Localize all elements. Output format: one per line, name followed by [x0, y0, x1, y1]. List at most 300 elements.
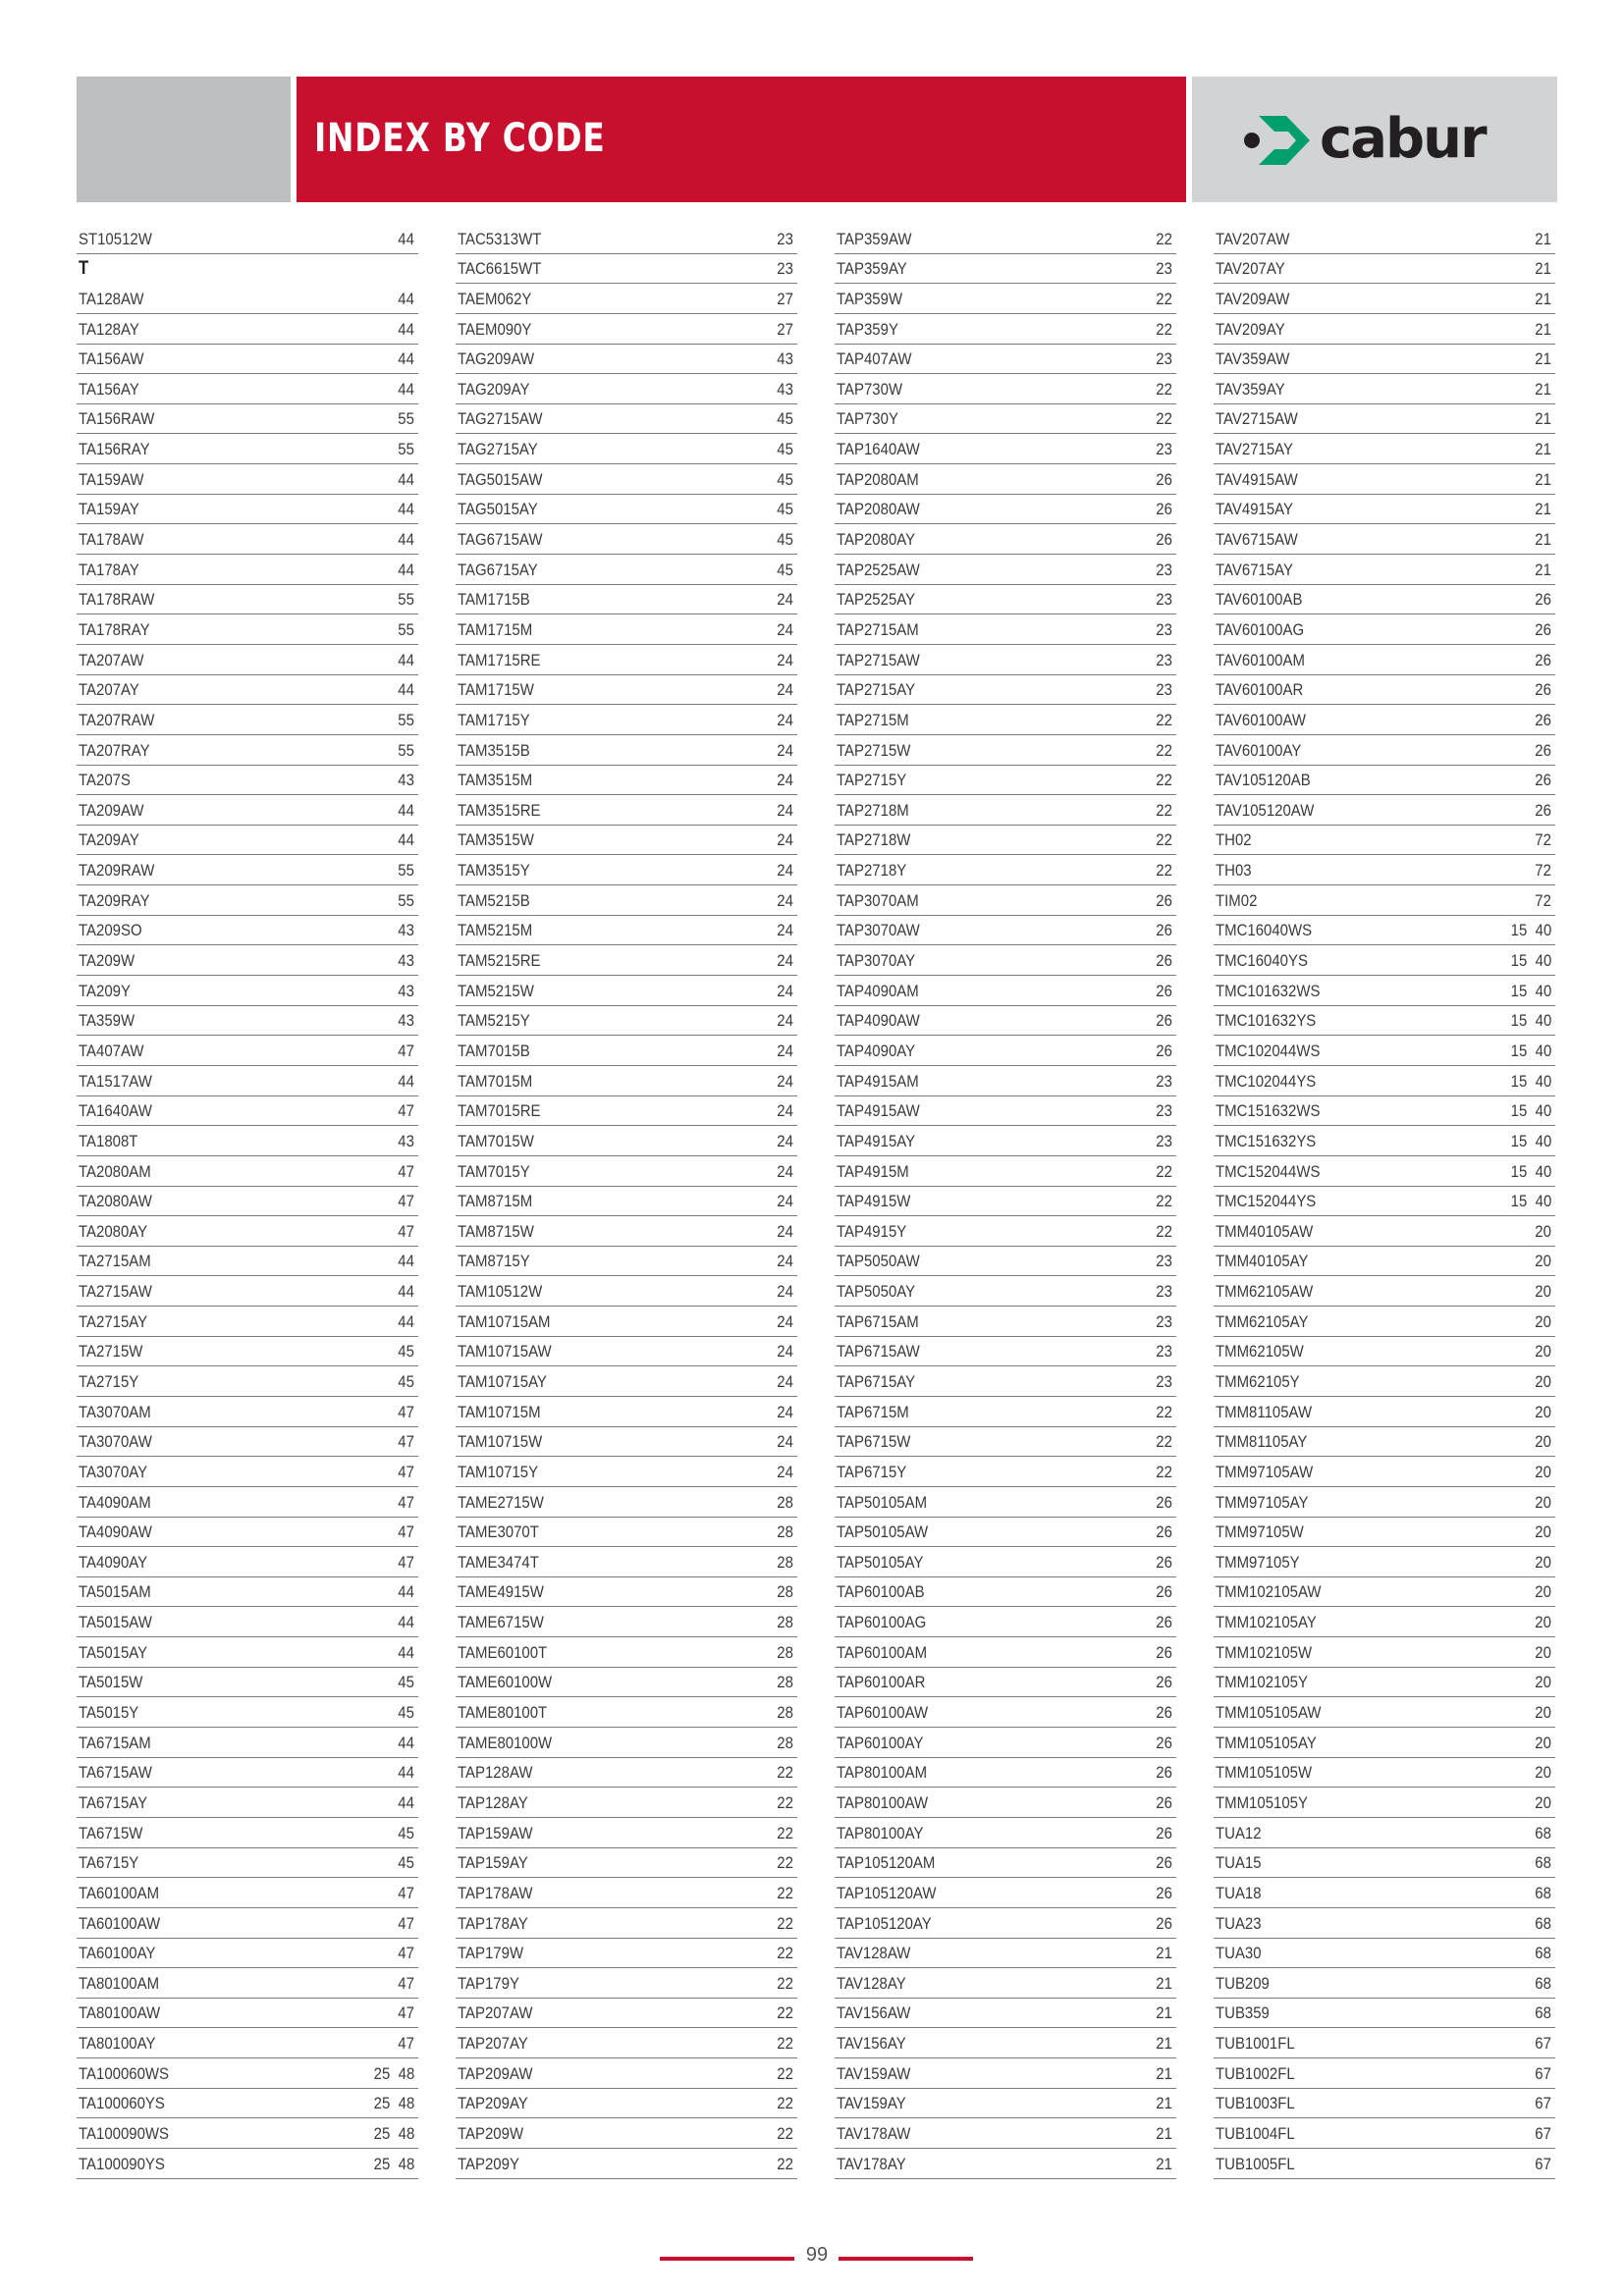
product-code: TAM10715M: [458, 1402, 541, 1421]
page-reference: 25 48: [373, 2063, 414, 2083]
product-code: TAG209AY: [458, 379, 530, 399]
index-row: [77, 1366, 418, 1397]
product-code: TAEM062Y: [458, 289, 532, 308]
index-row: [1214, 1366, 1555, 1397]
page-reference: 24: [777, 1071, 793, 1091]
index-row: [1214, 1247, 1555, 1277]
footer-rule-left: [660, 2257, 794, 2261]
product-code: TA80100AW: [79, 2003, 161, 2023]
index-row: [835, 1156, 1176, 1187]
page-reference: 24: [777, 1101, 793, 1121]
index-row: [1214, 614, 1555, 645]
page-reference: 43: [398, 921, 414, 940]
index-row: [835, 2089, 1176, 2119]
product-code: TMC152044YS: [1216, 1192, 1317, 1211]
index-row: [835, 345, 1176, 375]
product-code: TAP159AY: [458, 1853, 528, 1873]
page-reference: 22: [777, 1763, 793, 1783]
index-row: [1214, 675, 1555, 706]
page-reference: 20: [1535, 1252, 1551, 1271]
product-code: TAV209AY: [1216, 319, 1285, 339]
page-reference: 20: [1535, 1613, 1551, 1632]
product-code: TAP3070AY: [837, 951, 916, 971]
page-reference: 15 40: [1510, 1192, 1551, 1211]
index-row: [456, 1547, 797, 1577]
page-reference: 26: [1156, 1582, 1172, 1602]
index-row: [456, 1999, 797, 2029]
product-code: TAV178AY: [837, 2154, 906, 2173]
page-reference: 25 48: [373, 2094, 414, 2113]
page-reference: 26: [1156, 1673, 1172, 1692]
page-reference: 22: [1156, 319, 1172, 339]
page-reference: 27: [777, 319, 793, 339]
page-reference: 22: [777, 1944, 793, 1963]
index-row: [77, 224, 418, 254]
page-reference: 28: [777, 1642, 793, 1662]
index-row: [1214, 2089, 1555, 2119]
product-code: TH02: [1216, 830, 1252, 850]
page-reference: 20: [1535, 1462, 1551, 1481]
index-row: [77, 1276, 418, 1307]
product-code: TUB1001FL: [1216, 2034, 1295, 2054]
page-reference: 44: [398, 289, 414, 308]
product-code: TAP4915AM: [837, 1071, 919, 1091]
index-row: [1214, 254, 1555, 285]
index-row: [77, 284, 418, 314]
page-reference: 44: [398, 1311, 414, 1331]
product-code: TUB359: [1216, 2003, 1270, 2023]
page-reference: 26: [1156, 1642, 1172, 1662]
product-code: TMM102105AY: [1216, 1613, 1317, 1632]
product-code: TAP2715AY: [837, 680, 916, 700]
index-row: [77, 826, 418, 856]
product-code: TAV159AY: [837, 2094, 906, 2113]
index-row: [1214, 885, 1555, 916]
index-row: [77, 555, 418, 585]
page-reference: 22: [1156, 800, 1172, 820]
index-row: [456, 1307, 797, 1337]
page-reference: 26: [1156, 1703, 1172, 1723]
index-row: [835, 1066, 1176, 1096]
product-code: TAM7015W: [458, 1131, 534, 1150]
page-reference: 20: [1535, 1432, 1551, 1452]
index-row: [456, 855, 797, 885]
index-row: [77, 735, 418, 766]
product-code: TAP1640AW: [837, 440, 920, 459]
page-reference: 28: [777, 1492, 793, 1512]
product-code: TMM102105W: [1216, 1642, 1313, 1662]
product-code: TAP6715AY: [837, 1371, 916, 1391]
product-code: TA2715W: [79, 1342, 143, 1362]
page-reference: 47: [398, 1041, 414, 1060]
page-reference: 45: [398, 1673, 414, 1692]
index-row: [456, 1397, 797, 1427]
page-reference: 26: [1156, 1733, 1172, 1752]
page-reference: 24: [777, 1011, 793, 1031]
product-code: ST10512W: [79, 229, 152, 248]
index-row: [835, 524, 1176, 555]
index-row: [77, 585, 418, 615]
page-reference: 24: [777, 740, 793, 760]
product-code: TAP359W: [837, 289, 903, 308]
page-reference: 45: [398, 1342, 414, 1362]
index-row: [456, 1187, 797, 1217]
index-column-2: [456, 224, 797, 2179]
index-row: [835, 1637, 1176, 1668]
index-row: [1214, 1126, 1555, 1156]
product-code: TA5015AY: [79, 1642, 148, 1662]
index-row: [1214, 1968, 1555, 1999]
page-reference: 24: [777, 1252, 793, 1271]
product-code: TMM97105AW: [1216, 1462, 1314, 1481]
product-code: TAP60100AR: [837, 1673, 926, 1692]
index-row: [835, 495, 1176, 525]
index-row: [456, 1848, 797, 1879]
product-code: TIM02: [1216, 890, 1258, 910]
product-code: TAP2715AM: [837, 619, 919, 639]
product-code: TAV128AY: [837, 1973, 906, 1993]
index-row: [456, 2118, 797, 2149]
product-code: TAP179Y: [458, 1973, 519, 1993]
product-code: TAG209AW: [458, 349, 535, 369]
page-reference: 44: [398, 229, 414, 248]
page-reference: 22: [1156, 830, 1172, 850]
product-code: TA80100AM: [79, 1973, 160, 1993]
page-reference: 20: [1535, 1582, 1551, 1602]
page-reference: 24: [777, 921, 793, 940]
page-reference: 22: [777, 2063, 793, 2083]
page-reference: 28: [777, 1552, 793, 1572]
product-code: TA209AY: [79, 830, 139, 850]
index-row: [1214, 855, 1555, 885]
product-code: TA1517AW: [79, 1071, 152, 1091]
page-reference: 25 48: [373, 2124, 414, 2143]
index-row: [1214, 1187, 1555, 1217]
page-reference: 26: [1535, 619, 1551, 639]
product-code: TAM1715W: [458, 680, 534, 700]
product-code: TAP128AW: [458, 1763, 533, 1783]
page-reference: 44: [398, 500, 414, 519]
index-row: [456, 1156, 797, 1187]
product-code: TAV159AW: [837, 2063, 911, 2083]
product-code: TA359W: [79, 1011, 135, 1031]
page-reference: 15 40: [1510, 1011, 1551, 1031]
index-row: [835, 284, 1176, 314]
product-code: TAV60100AG: [1216, 619, 1305, 639]
product-code: TAV105120AW: [1216, 800, 1315, 820]
page-reference: 47: [398, 1161, 414, 1181]
page-reference: 44: [398, 349, 414, 369]
product-code: TAP60100AB: [837, 1582, 925, 1602]
product-code: TAM3515RE: [458, 800, 541, 820]
index-row: [456, 1276, 797, 1307]
page-reference: 21: [1156, 2063, 1172, 2083]
product-code: TAP105120AY: [837, 1913, 932, 1933]
index-row: [77, 314, 418, 345]
index-row: [77, 1939, 418, 1969]
product-code: TA5015W: [79, 1673, 143, 1692]
index-row: [456, 1939, 797, 1969]
index-row: [456, 795, 797, 826]
index-row: [456, 1697, 797, 1728]
product-code: TA209SO: [79, 921, 142, 940]
product-code: TAP2715Y: [837, 771, 907, 790]
index-row: [456, 826, 797, 856]
index-row: [456, 2028, 797, 2058]
product-code: TAV359AY: [1216, 379, 1285, 399]
index-row: [77, 2149, 418, 2179]
product-code: TMC152044WS: [1216, 1161, 1321, 1181]
product-code: TA156RAY: [79, 440, 150, 459]
product-code: TA156AW: [79, 349, 144, 369]
product-code: TAM10512W: [458, 1282, 543, 1302]
page-reference: 24: [777, 1161, 793, 1181]
product-code: TAC5313WT: [458, 229, 542, 248]
page-reference: 24: [777, 1192, 793, 1211]
page-reference: 20: [1535, 1221, 1551, 1241]
index-row: [1214, 1518, 1555, 1548]
product-code: TMC101632YS: [1216, 1011, 1317, 1031]
product-code: TAP6715Y: [837, 1462, 907, 1481]
product-code: TA2715AY: [79, 1311, 148, 1331]
product-code: TAV6715AW: [1216, 530, 1298, 550]
index-row: [1214, 766, 1555, 796]
product-code: TAP4090AM: [837, 981, 919, 1000]
page-reference: 23: [1156, 1101, 1172, 1121]
page-reference: 47: [398, 1522, 414, 1542]
page-reference: 47: [398, 1883, 414, 1902]
page-reference: 67: [1535, 2094, 1551, 2113]
page-reference: 44: [398, 1582, 414, 1602]
index-row: [1214, 2058, 1555, 2089]
product-code: TA100060YS: [79, 2094, 165, 2113]
index-row: [77, 434, 418, 464]
product-code: TMM40105AW: [1216, 1221, 1314, 1241]
page-reference: 20: [1535, 1792, 1551, 1812]
index-row: [1214, 434, 1555, 464]
index-row: [456, 1758, 797, 1789]
page-reference: 22: [1156, 1432, 1172, 1452]
index-row: [456, 705, 797, 735]
page-reference: 24: [777, 1462, 793, 1481]
product-code: TA207RAY: [79, 740, 150, 760]
product-code: TMM97105AY: [1216, 1492, 1309, 1512]
page-reference: 21: [1535, 349, 1551, 369]
index-row: [835, 1397, 1176, 1427]
product-code: TUB1005FL: [1216, 2154, 1295, 2173]
product-code: TAM1715B: [458, 590, 530, 610]
page-reference: 44: [398, 1792, 414, 1812]
index-row: [77, 464, 418, 495]
page-reference: 47: [398, 1462, 414, 1481]
product-code: TA60100AW: [79, 1913, 161, 1933]
product-code: TAM10715AW: [458, 1342, 552, 1362]
product-code: TAME3070T: [458, 1522, 539, 1542]
header-title-bar: [297, 77, 1186, 202]
index-row: [835, 1788, 1176, 1818]
page-reference: 43: [398, 1011, 414, 1031]
page-reference: 26: [1156, 921, 1172, 940]
page-reference: 45: [777, 409, 793, 429]
product-code: TA209Y: [79, 981, 131, 1000]
product-code: TAM5215B: [458, 890, 530, 910]
page-reference: 44: [398, 379, 414, 399]
page-reference: 23: [1156, 1342, 1172, 1362]
index-row: [835, 885, 1176, 916]
index-row: [77, 404, 418, 435]
index-row: [1214, 314, 1555, 345]
index-row: [835, 1247, 1176, 1277]
product-code: TAG6715AW: [458, 530, 543, 550]
index-row: [456, 916, 797, 946]
index-row: [835, 1518, 1176, 1548]
product-code: TAM8715W: [458, 1221, 534, 1241]
page-reference: 20: [1535, 1673, 1551, 1692]
product-code: TAP105120AW: [837, 1883, 937, 1902]
product-code: TAG2715AW: [458, 409, 543, 429]
index-row: [835, 314, 1176, 345]
product-code: TAV60100AB: [1216, 590, 1303, 610]
product-code: TAP4915M: [837, 1161, 909, 1181]
product-code: TA5015Y: [79, 1703, 139, 1723]
page-reference: 26: [1535, 590, 1551, 610]
index-row: [77, 1036, 418, 1066]
page-reference: 44: [398, 1733, 414, 1752]
index-row: [456, 1247, 797, 1277]
product-code: TMM81105AW: [1216, 1402, 1313, 1421]
index-row: [835, 2149, 1176, 2179]
product-code: TA6715Y: [79, 1853, 139, 1873]
product-code: TAM10715Y: [458, 1462, 539, 1481]
page-reference: 26: [1156, 1552, 1172, 1572]
index-row: [1214, 1908, 1555, 1939]
index-row: [456, 224, 797, 254]
page-reference: 22: [777, 1823, 793, 1842]
page-reference: 45: [777, 469, 793, 489]
index-row: [835, 2028, 1176, 2058]
index-row: [456, 645, 797, 675]
page-reference: 44: [398, 680, 414, 700]
index-row: [456, 766, 797, 796]
product-code: TUA12: [1216, 1823, 1262, 1842]
product-code: TA128AY: [79, 319, 139, 339]
index-row: [835, 916, 1176, 946]
index-row: [835, 1999, 1176, 2029]
index-row: [77, 1637, 418, 1668]
product-code: TAP359Y: [837, 319, 898, 339]
index-row: [456, 1577, 797, 1608]
product-code: TAM10715W: [458, 1432, 543, 1452]
page-reference: 21: [1535, 289, 1551, 308]
index-row: [1214, 1668, 1555, 1698]
product-code: TAP80100AM: [837, 1763, 928, 1783]
index-row: [835, 795, 1176, 826]
product-code: TA156AY: [79, 379, 139, 399]
index-row: [77, 1818, 418, 1848]
page-reference: 68: [1535, 2003, 1551, 2023]
product-code: TA2715AW: [79, 1282, 152, 1302]
index-row: [1214, 645, 1555, 675]
page-reference: 24: [777, 1311, 793, 1331]
index-row: [77, 885, 418, 916]
index-row: [77, 1156, 418, 1187]
product-code: TAP60100AM: [837, 1642, 928, 1662]
product-code: TAM3515Y: [458, 861, 530, 881]
page-reference: 20: [1535, 1371, 1551, 1391]
product-code: TAM5215W: [458, 981, 534, 1000]
product-code: TA2715AM: [79, 1252, 151, 1271]
index-row: [1214, 1066, 1555, 1096]
product-code: TMM97105Y: [1216, 1552, 1300, 1572]
page-reference: 68: [1535, 1944, 1551, 1963]
index-row: [1214, 1036, 1555, 1066]
page-reference: 26: [1156, 981, 1172, 1000]
page-reference: 55: [398, 440, 414, 459]
product-code: TA4090AW: [79, 1522, 152, 1542]
product-code: TAV60100AR: [1216, 680, 1304, 700]
index-row: [835, 374, 1176, 404]
page-reference: 24: [777, 981, 793, 1000]
product-code: TUB1004FL: [1216, 2124, 1295, 2143]
product-code: TAP2718Y: [837, 861, 907, 881]
page-reference: 24: [777, 1131, 793, 1150]
product-code: TA178AY: [79, 560, 139, 579]
page-reference: 26: [1156, 1853, 1172, 1873]
index-row: [77, 1427, 418, 1458]
index-row: [456, 1066, 797, 1096]
page-reference: 26: [1156, 1613, 1172, 1632]
index-row: [77, 645, 418, 675]
index-row: [1214, 1848, 1555, 1879]
index-row: [456, 1518, 797, 1548]
page-reference: 20: [1535, 1311, 1551, 1331]
product-code: TAM7015B: [458, 1041, 530, 1060]
index-row: [1214, 1758, 1555, 1789]
index-row: [835, 735, 1176, 766]
index-row: [835, 434, 1176, 464]
page-reference: 26: [1156, 1041, 1172, 1060]
product-code: TA60100AM: [79, 1883, 160, 1902]
index-row: [456, 1668, 797, 1698]
product-code: TMC16040WS: [1216, 921, 1313, 940]
product-code: TA2715Y: [79, 1371, 139, 1391]
index-row: [456, 1126, 797, 1156]
index-row: [1214, 1728, 1555, 1758]
page-reference: 21: [1156, 1973, 1172, 1993]
page-reference: 20: [1535, 1642, 1551, 1662]
index-row: [456, 374, 797, 404]
index-row: [456, 1878, 797, 1908]
page-reference: 24: [777, 1041, 793, 1060]
index-row: [835, 1006, 1176, 1037]
index-row: [835, 1216, 1176, 1247]
index-row: [77, 1758, 418, 1789]
product-code: TAV156AY: [837, 2034, 906, 2054]
index-row: [456, 1908, 797, 1939]
index-row: [456, 1487, 797, 1518]
product-code: TAC6615WT: [458, 259, 542, 279]
product-code: TMM105105AW: [1216, 1703, 1322, 1723]
page-reference: 23: [777, 259, 793, 279]
page-reference: 47: [398, 1944, 414, 1963]
index-row: [77, 614, 418, 645]
page-reference: 72: [1535, 830, 1551, 850]
index-row: [77, 1487, 418, 1518]
page-reference: 21: [1535, 560, 1551, 579]
page-reference: 22: [1156, 710, 1172, 729]
product-code: TAM5215RE: [458, 951, 541, 971]
index-row: [1214, 555, 1555, 585]
